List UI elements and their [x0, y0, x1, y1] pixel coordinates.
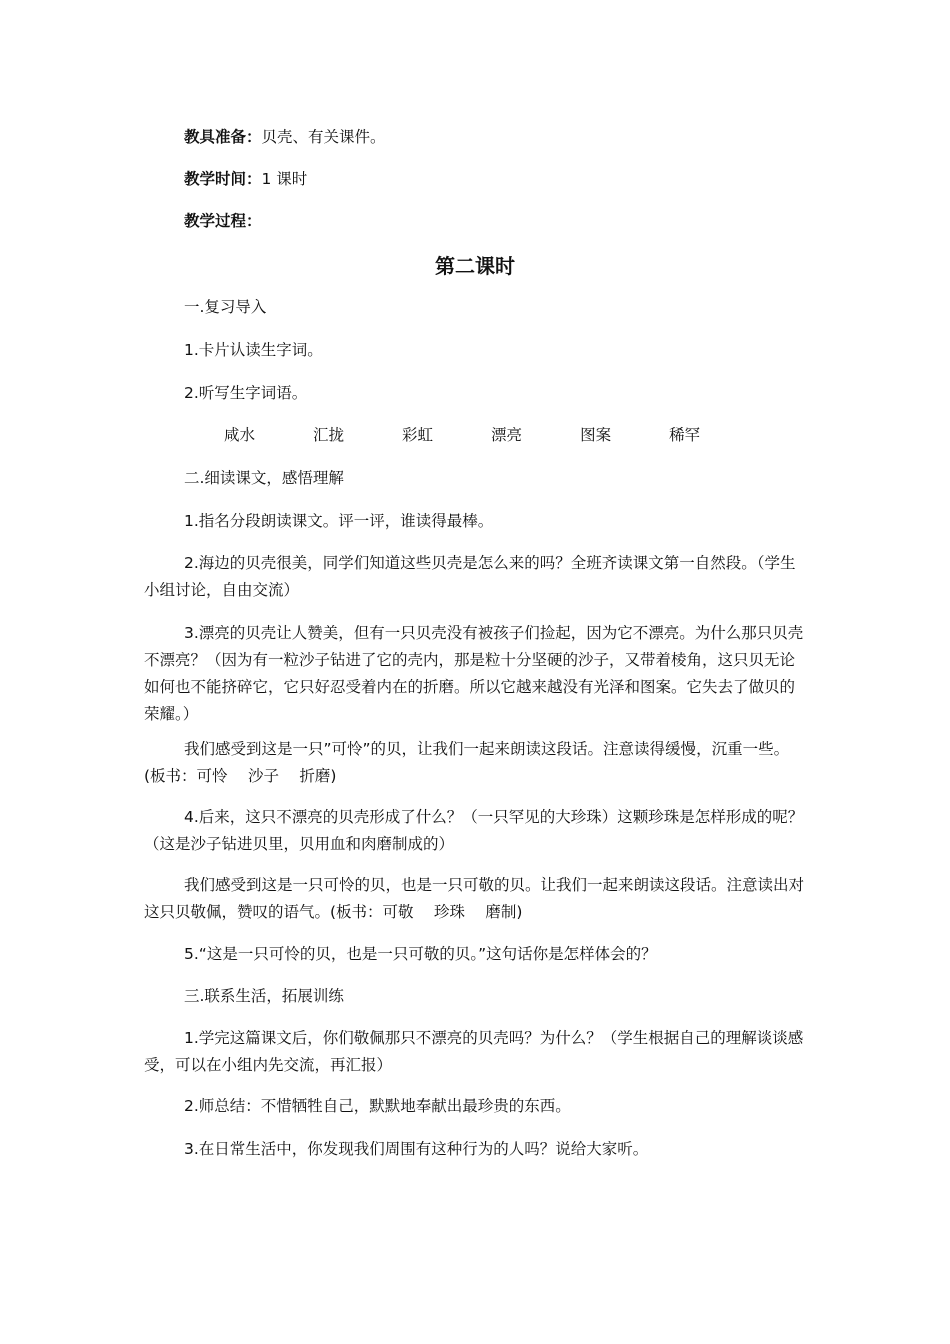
word-item: 咸水 [224, 426, 256, 444]
section3-item2: 2.师总结：不惜牺牲自己，默默地奉献出最珍贵的东西。 [184, 1097, 571, 1115]
section2-heading: 二.细读课文，感悟理解 [184, 469, 344, 487]
process-label: 教学过程： [184, 212, 262, 230]
lesson-title: 第二课时 [435, 254, 515, 278]
section1-heading: 一.复习导入 [184, 298, 267, 316]
section2-item4: 4.后来，这只不漂亮的贝壳形成了什么？（一只罕见的大珍珠）这颗珍珠是怎样形成的呢？（这是沙子钻进贝里，贝用血和肉磨制成的） [144, 808, 804, 853]
section2-item2: 2.海边的贝壳很美，同学们知道这些贝壳是怎么来的吗？全班齐读课文第一自然段。（学生小组讨论，自由交流） [144, 554, 796, 599]
section1-item1: 1.卡片认读生字词。 [184, 341, 323, 359]
tools-label: 教具准备： [184, 128, 262, 146]
section2-item5: 5.“这是一只可怜的贝，也是一只可敬的贝。”这句话你是怎样体会的？ [184, 945, 657, 963]
word-list [144, 422, 808, 449]
tools-value: 贝壳、有关课件。 [261, 128, 386, 146]
section2-item3-note: 我们感受到这是一只”可怜”的贝，让我们一起来朗读这段话。注意读得缓慢，沉重一些。(板书：可怜 沙子 折磨) [144, 740, 790, 785]
word-item: 漂亮 [491, 426, 523, 444]
time-label: 教学时间： [184, 170, 262, 188]
section2-item4-note: 我们感受到这是一只可怜的贝，也是一只可敬的贝。让我们一起来朗读这段话。注意读出对这只贝敬佩，赞叹的语气。(板书：可敬 珍珠 磨制) [144, 876, 805, 921]
word-item: 图案 [580, 426, 612, 444]
word-item: 彩虹 [402, 426, 434, 444]
section2-item3: 3.漂亮的贝壳让人赞美，但有一只贝壳没有被孩子们捡起，因为它不漂亮。为什么那只贝壳不漂亮？（因为有一粒沙子钻进了它的壳内，那是粒十分坚硬的沙子，又带着棱角，这只贝无论如何也不能挤碎它，它只好忍受着内在的折磨。所以它越来越没有光泽和图案。它失去了做贝的荣耀。） [144, 624, 804, 723]
section2-item1: 1.指名分段朗读课文。评一评，谁读得最棒。 [184, 512, 494, 530]
section1-item2: 2.听写生字词语。 [184, 384, 308, 402]
tools-line [144, 124, 808, 151]
section3-heading: 三.联系生活，拓展训练 [184, 987, 344, 1005]
section3-item1: 1.学完这篇课文后，你们敬佩那只不漂亮的贝壳吗？为什么？（学生根据自己的理解谈谈感受，可以在小组内先交流，再汇报） [144, 1029, 804, 1074]
time-line [144, 166, 808, 193]
section3-item3: 3.在日常生活中，你发现我们周围有这种行为的人吗？说给大家听。 [184, 1140, 649, 1158]
word-item: 汇拢 [313, 426, 345, 444]
time-value: 1 课时 [261, 170, 308, 188]
word-item: 稀罕 [669, 426, 701, 444]
